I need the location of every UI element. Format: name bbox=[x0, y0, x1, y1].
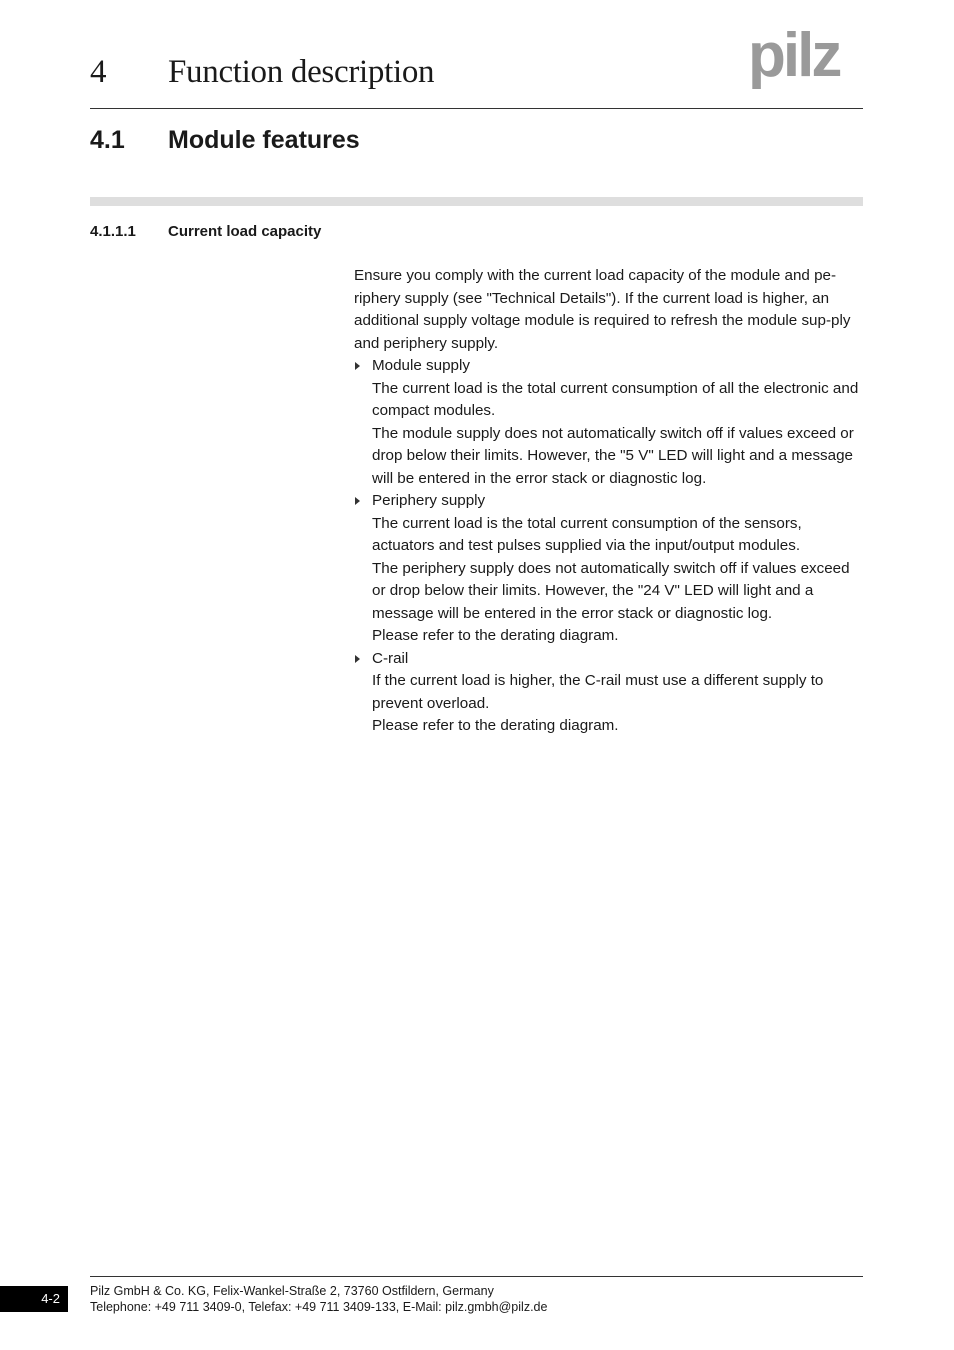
subsection-title: Current load capacity bbox=[168, 223, 322, 240]
subsection-number: 4.1.1.1 bbox=[90, 223, 136, 240]
section-separator-bar bbox=[90, 197, 863, 206]
pilz-logo bbox=[748, 28, 864, 94]
bullet-label: Module supply bbox=[372, 357, 470, 374]
bullet-label: Periphery supply bbox=[372, 492, 486, 509]
footer-address: Pilz GmbH & Co. KG, Felix-Wankel-Straße 2, 73760 Ostfildern, Germany bbox=[90, 1284, 494, 1298]
bullet-c-rail bbox=[354, 648, 866, 671]
bullet-text: The current load is the total current consumption of the sensors, actuators and test pulses supplied via the input/output modules. bbox=[372, 514, 802, 554]
footer-divider bbox=[90, 1276, 863, 1277]
section-number: 4.1 bbox=[90, 126, 125, 154]
bullet-periphery-supply bbox=[354, 490, 866, 513]
bullet-text: If the current load is higher, the C-rail must use a different supply to prevent overload. bbox=[372, 672, 824, 712]
header-divider bbox=[90, 108, 863, 109]
bullet-text: The current load is the total current consumption of all the electronic and compact modules. bbox=[372, 379, 859, 419]
intro-paragraph: Ensure you comply with the current load capacity of the module and pe-riphery supply (see "Technical Details"). If the current load is higher, an additional supply voltage module is required to refresh the module sup-ply and periphery supply. bbox=[354, 267, 851, 352]
body-text bbox=[354, 265, 866, 738]
page-number: 4-2 bbox=[0, 1286, 68, 1312]
bullet-label: C-rail bbox=[372, 649, 409, 667]
bullet-text: The periphery supply does not automatically switch off if values exceed or drop below their limits. However, the "24 V" LED will light and a message will be entered in the error stack or diagnostic log. bbox=[372, 559, 850, 622]
chapter-number: 4 bbox=[90, 54, 107, 90]
bullet-module-supply bbox=[354, 355, 866, 378]
logo-text: pilz bbox=[748, 28, 840, 90]
bullet-text: Please refer to the derating diagram. bbox=[372, 717, 619, 734]
bullet-text: The module supply does not automatically switch off if values exceed or drop below their limits. However, the "5 V" LED will light and a message will be entered in the error stack or diagnostic log. bbox=[372, 424, 854, 487]
triangle-bullet-icon bbox=[355, 655, 360, 663]
triangle-bullet-icon bbox=[355, 362, 360, 370]
bullet-text: Please refer to the derating diagram. bbox=[372, 627, 619, 644]
chapter-title: Function description bbox=[168, 54, 435, 90]
section-title: Module features bbox=[168, 126, 360, 154]
triangle-bullet-icon bbox=[355, 497, 360, 505]
footer-contact: Telephone: +49 711 3409-0, Telefax: +49 711 3409-133, E-Mail: pilz.gmbh@pilz.de bbox=[90, 1300, 548, 1314]
